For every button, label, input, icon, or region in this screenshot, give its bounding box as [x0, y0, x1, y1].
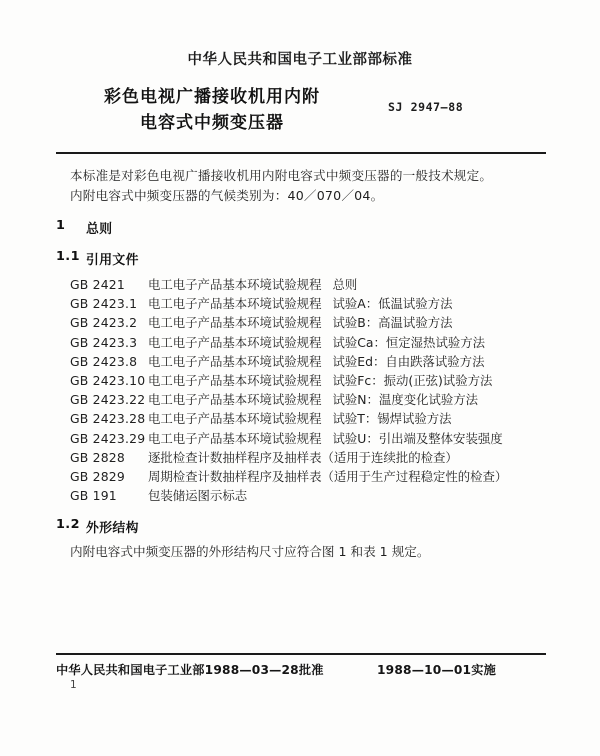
reference-title: 电工电子产品基本环境试验规程: [148, 277, 322, 292]
list-item: [70, 486, 550, 505]
section-heading-general: [56, 218, 550, 237]
reference-code: GB 191: [70, 488, 117, 504]
reference-code: GB 2828: [70, 449, 125, 465]
section-number-references: 1.1: [56, 249, 80, 264]
header-divider-rule: [56, 152, 546, 154]
reference-code: GB 2423.1: [70, 296, 138, 312]
section-title-references: 引用文件: [86, 253, 139, 268]
reference-title: 电工电子产品基本环境试验规程: [148, 411, 322, 427]
page-number: 1: [70, 679, 77, 691]
reference-subtitle: 试验Fc：振动(正弦)试验方法: [332, 373, 493, 389]
list-item: [70, 352, 550, 371]
reference-code: GB 2423.22: [70, 392, 146, 408]
reference-title: 电工电子产品基本环境试验规程: [148, 334, 322, 350]
reference-code: GB 2423.3: [70, 334, 138, 350]
document-title-block: [62, 84, 362, 136]
list-item: [70, 390, 550, 409]
reference-code: GB 2423.29: [70, 430, 146, 446]
list-item: [70, 448, 550, 467]
reference-title: 周期检查计数抽样程序及抽样表（适用于生产过程稳定性的检查）: [148, 469, 508, 485]
document-body: [56, 166, 550, 561]
reference-code: GB 2423.8: [70, 353, 138, 369]
list-item: [70, 429, 550, 448]
reference-subtitle: 试验T：锡焊试验方法: [332, 411, 452, 427]
reference-subtitle: 试验A：低温试验方法: [332, 296, 453, 312]
reference-title: 电工电子产品基本环境试验规程: [148, 296, 322, 312]
reference-title: 电工电子产品基本环境试验规程: [148, 315, 322, 331]
footer-approval-text: 中华人民共和国电子工业部1988—03—28批准: [56, 663, 324, 677]
section-heading-structure: [56, 517, 550, 536]
footer-divider-rule: [56, 653, 546, 655]
reference-code: GB 2423.28: [70, 411, 146, 427]
reference-standards-list: [70, 275, 550, 505]
list-item: [70, 294, 550, 313]
reference-code: GB 2423.2: [70, 315, 138, 331]
reference-title: 电工电子产品基本环境试验规程: [148, 392, 322, 408]
standard-number: SJ 2947—88: [388, 100, 464, 114]
reference-title: 电工电子产品基本环境试验规程: [148, 373, 322, 389]
reference-subtitle: 试验B：高温试验方法: [332, 315, 453, 331]
section-title-structure: 外形结构: [86, 521, 139, 537]
reference-title: 电工电子产品基本环境试验规程: [148, 430, 322, 446]
reference-subtitle: 试验N：温度变化试验方法: [332, 392, 479, 408]
reference-title: 逐批检查计数抽样程序及抽样表（适用于连续批的检查）: [148, 449, 458, 465]
structure-body-paragraph: 内附电容式中频变压器的外形结构尺寸应符合图 1 和表 1 规定。: [70, 544, 430, 560]
reference-subtitle: 试验Ed：自由跌落试验方法: [332, 353, 485, 369]
document-title-line-1: 彩色电视广播接收机用内附: [104, 87, 320, 107]
reference-title: 电工电子产品基本环境试验规程: [148, 353, 322, 369]
reference-title: 包装储运图示标志: [148, 488, 248, 504]
reference-code: GB 2829: [70, 469, 125, 485]
document-title-line-2: 电容式中频变压器: [140, 113, 284, 133]
scope-paragraph: 本标准是对彩色电视广播接收机用内附电容式中频变压器的一般技术规定。: [70, 168, 493, 183]
list-item: [70, 467, 550, 486]
footer-effective-date: 1988—10—01实施: [377, 663, 496, 677]
reference-code: GB 2421: [70, 277, 125, 292]
list-item: [70, 333, 550, 352]
reference-code: GB 2423.10: [70, 373, 146, 389]
list-item: [70, 275, 550, 294]
ministry-heading: 中华人民共和国电子工业部部标准: [187, 52, 413, 68]
section-number-general: 1: [56, 218, 66, 233]
climate-category-paragraph: 内附电容式中频变压器的气候类别为：40／070／04。: [70, 188, 384, 203]
list-item: [70, 409, 550, 428]
list-item: [70, 371, 550, 390]
footer: [56, 661, 546, 678]
section-number-structure: 1.2: [56, 517, 80, 533]
reference-subtitle: 试验Ca：恒定湿热试验方法: [332, 334, 486, 350]
section-heading-references: [56, 249, 550, 268]
list-item: [70, 313, 550, 332]
reference-subtitle: 试验U：引出端及整体安装强度: [332, 430, 503, 446]
section-title-general: 总则: [86, 222, 113, 237]
reference-subtitle: 总则: [332, 277, 358, 292]
